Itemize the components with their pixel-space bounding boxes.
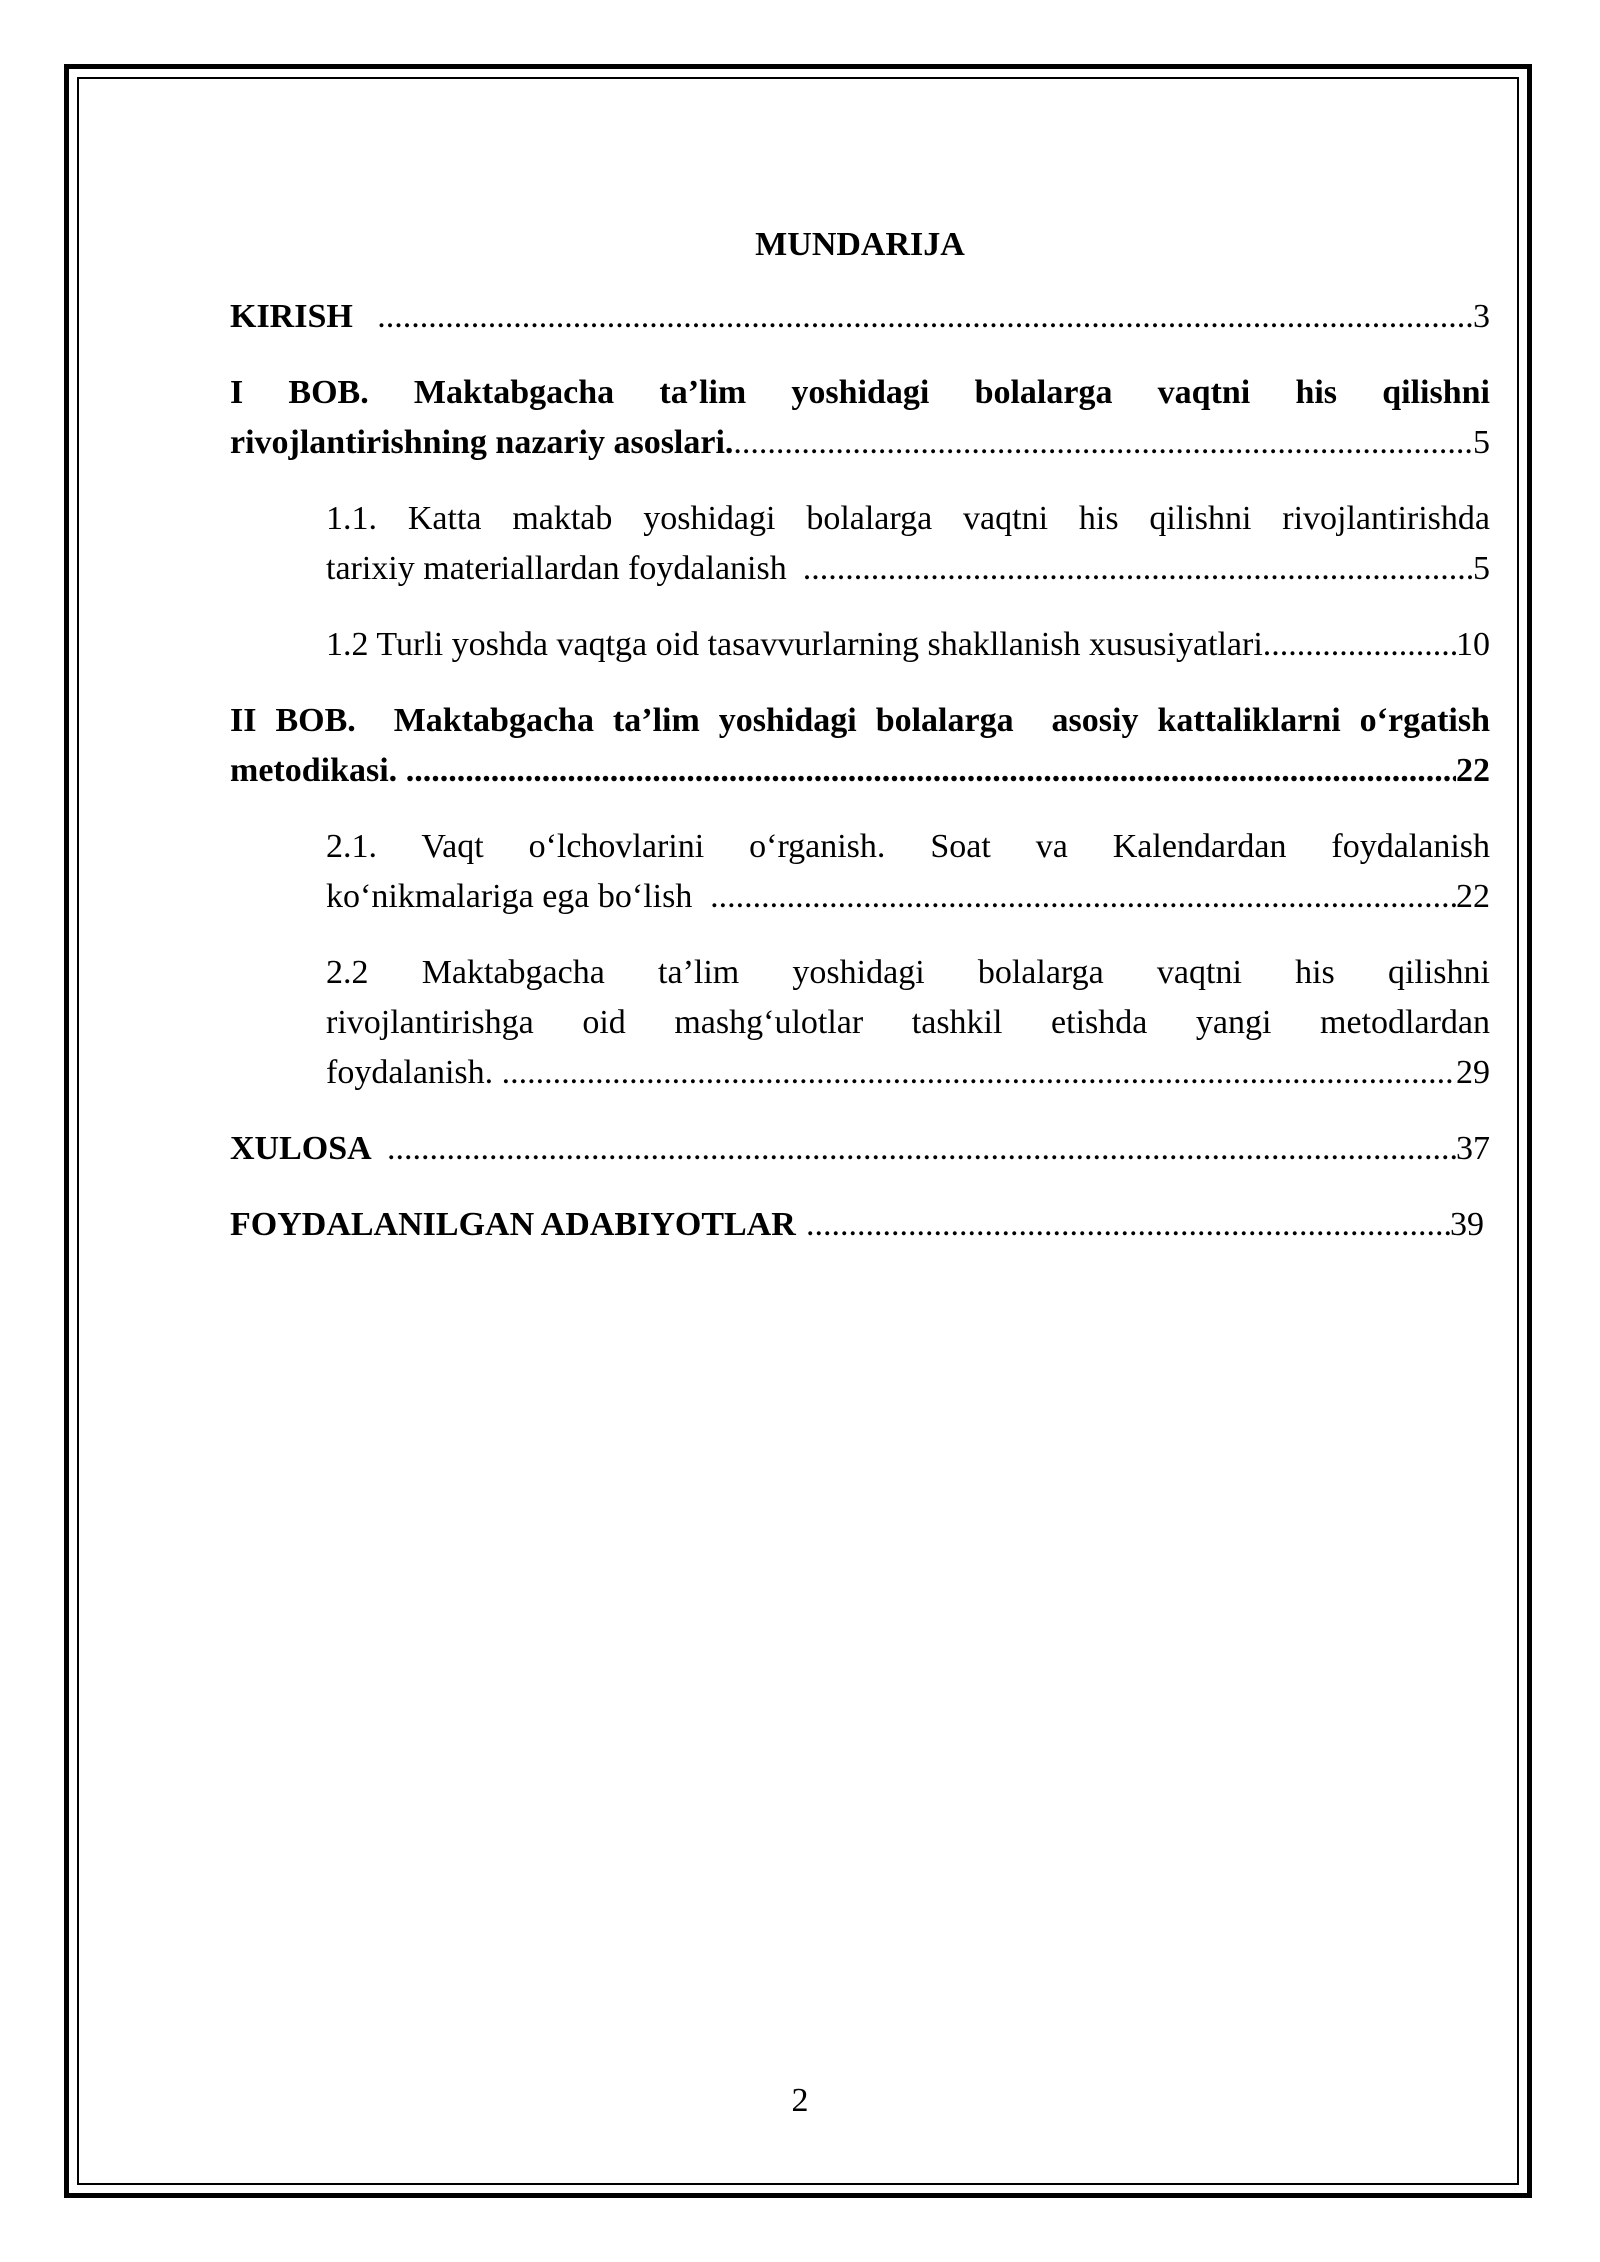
toc-label-line: metodikasi.	[230, 752, 406, 789]
toc-label-line: rivojlantirishning nazariy asoslari.	[230, 424, 734, 461]
toc-label-line: II BOB. Maktabgacha ta’lim yoshidagi bolalarga asosiy kattaliklarni o‘rgatish	[230, 702, 1490, 739]
toc-title: MUNDARIJA	[755, 226, 965, 263]
toc-page-number: 39	[1450, 1206, 1484, 1243]
dot-leader	[387, 1124, 1456, 1174]
dot-leader	[1263, 620, 1456, 670]
toc-label-line: 2.1. Vaqt o‘lchovlarini o‘rganish. Soat va Kalendardan foydalanish	[326, 828, 1490, 865]
toc-entry-xulosa	[230, 1124, 1490, 1174]
toc-entry-kirish	[230, 292, 1490, 342]
toc-entry-references	[230, 1200, 1490, 1250]
toc-entry-section-2-1	[326, 822, 1490, 922]
dot-leader	[710, 872, 1456, 922]
toc-label: 1.2 Turli yoshda vaqtga oid tasavvurlarning shakllanish xususiyatlari	[326, 626, 1263, 663]
toc-page-number: 29	[1456, 1054, 1490, 1091]
toc-label-line: ko‘nikmalariga ega bo‘lish	[326, 878, 693, 915]
toc-entry-section-2-2	[326, 948, 1490, 1098]
table-of-contents	[230, 220, 1490, 1276]
dot-leader	[406, 746, 1456, 796]
toc-entry-chapter-2	[230, 696, 1490, 796]
toc-label: XULOSA	[230, 1130, 372, 1167]
toc-entry-section-1-2	[326, 620, 1490, 670]
toc-label: KIRISH	[230, 298, 353, 335]
toc-label-line: I BOB. Maktabgacha ta’lim yoshidagi bolalarga vaqtni his qilishni	[230, 374, 1490, 411]
page-number: 2	[791, 2082, 809, 2119]
toc-page-number: 22	[1456, 752, 1490, 789]
dot-leader	[806, 1200, 1450, 1250]
toc-label-line: foydalanish.	[326, 1054, 502, 1091]
dot-leader	[733, 418, 1473, 468]
toc-page-number: 3	[1473, 298, 1490, 335]
dot-leader	[377, 292, 1473, 342]
toc-label: FOYDALANILGAN ADABIYOTLAR	[230, 1206, 796, 1243]
toc-label-line: tarixiy materiallardan foydalanish	[326, 550, 787, 587]
dot-leader	[803, 544, 1473, 594]
toc-page-number: 5	[1473, 424, 1490, 461]
toc-page-number: 10	[1456, 626, 1490, 663]
toc-page-number: 37	[1456, 1130, 1490, 1167]
toc-entry-chapter-1	[230, 368, 1490, 468]
toc-entry-section-1-1	[326, 494, 1490, 594]
toc-page-number: 5	[1473, 550, 1490, 587]
toc-label-line: rivojlantirishga oid mashg‘ulotlar tashkil etishda yangi metodlardan	[326, 1004, 1490, 1041]
toc-label-line: 1.1. Katta maktab yoshidagi bolalarga vaqtni his qilishni rivojlantirishda	[326, 500, 1490, 537]
toc-label-line: 2.2 Maktabgacha ta’lim yoshidagi bolalarga vaqtni his qilishni	[326, 954, 1490, 991]
dot-leader	[502, 1048, 1456, 1098]
toc-page-number: 22	[1456, 878, 1490, 915]
